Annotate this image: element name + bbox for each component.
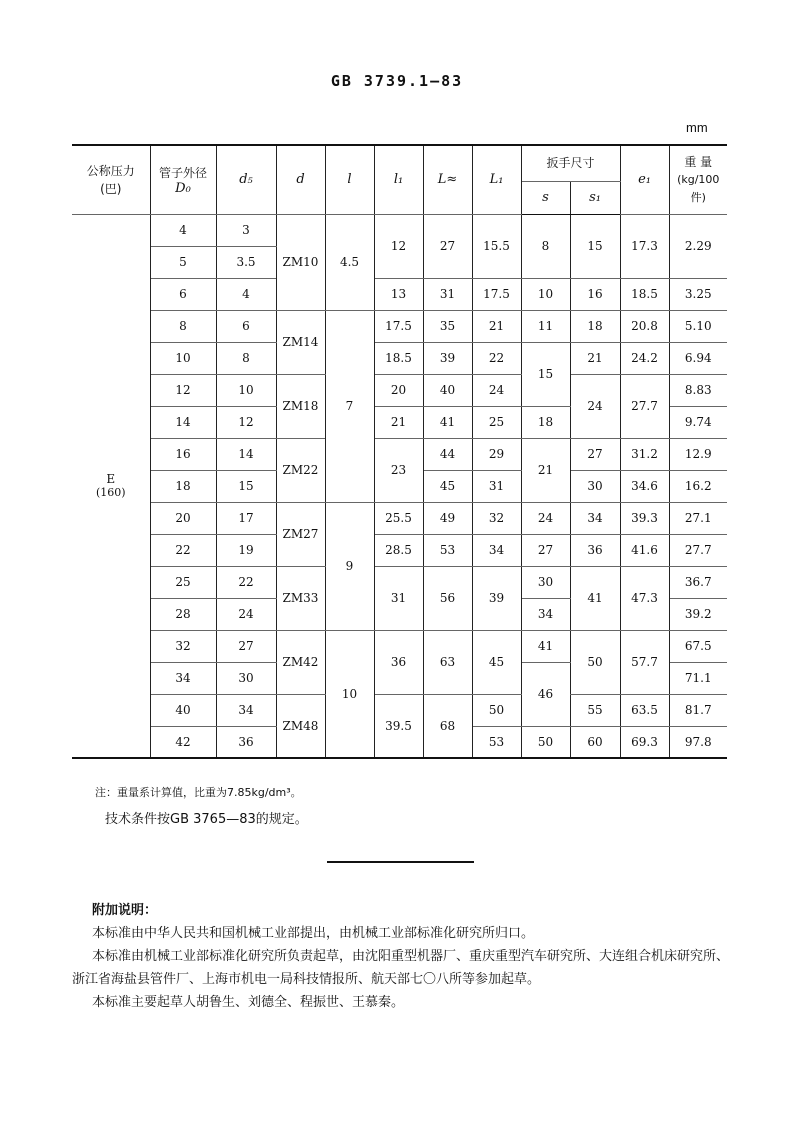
- cell-weight: 5.10: [669, 310, 727, 342]
- cell-L1: 25: [472, 406, 521, 438]
- cell-l1: 36: [374, 630, 423, 694]
- cell-l-approx: 39: [423, 342, 472, 374]
- cell-s: 50: [521, 726, 570, 758]
- cell-e1: 31.2: [620, 438, 669, 470]
- cell-d0: 32: [150, 630, 216, 662]
- cell-l1: 18.5: [374, 342, 423, 374]
- cell-L1: 32: [472, 502, 521, 534]
- cell-s1: 36: [570, 534, 620, 566]
- appendix-paragraph-1: 本标准由中华人民共和国机械工业部提出，由机械工业部标准化研究所归口。: [92, 926, 535, 941]
- cell-s: 24: [521, 502, 570, 534]
- cell-s: 8: [521, 214, 570, 278]
- cell-L1: 50: [472, 694, 521, 726]
- cell-d5: 12: [216, 406, 276, 438]
- cell-thread-d: ZM48: [276, 694, 325, 758]
- cell-weight: 27.1: [669, 502, 727, 534]
- cell-d5: 3: [216, 214, 276, 246]
- header-s1: s₁: [570, 181, 620, 214]
- cell-d5: 24: [216, 598, 276, 630]
- cell-l-approx: 53: [423, 534, 472, 566]
- cell-weight: 67.5: [669, 630, 727, 662]
- cell-s: 34: [521, 598, 570, 630]
- cell-l-approx: 31: [423, 278, 472, 310]
- cell-d5: 22: [216, 566, 276, 598]
- cell-d0: 42: [150, 726, 216, 758]
- cell-s: 21: [521, 438, 570, 502]
- cell-e1: 34.6: [620, 470, 669, 502]
- cell-d5: 10: [216, 374, 276, 406]
- header-pressure: 公称压力 (巴): [72, 145, 150, 214]
- cell-d0: 16: [150, 438, 216, 470]
- cell-l1: 28.5: [374, 534, 423, 566]
- cell-l: 7: [325, 310, 374, 502]
- cell-weight: 8.83: [669, 374, 727, 406]
- cell-l: 10: [325, 630, 374, 758]
- cell-weight: 39.2: [669, 598, 727, 630]
- cell-e1: 47.3: [620, 566, 669, 630]
- appendix-paragraph-2: 本标准由机械工业部标准化研究所负责起草，由沈阳重型机器厂、重庆重型汽车研究所、大连组合机床研究所、浙江省海盐县管件厂、上海市机电一局科技情报所、航天部七〇八所等参加起草。: [72, 949, 730, 987]
- cell-d0: 14: [150, 406, 216, 438]
- dimension-table: [72, 144, 727, 759]
- cell-s: 11: [521, 310, 570, 342]
- cell-l1: 23: [374, 438, 423, 502]
- cell-s1: 41: [570, 566, 620, 630]
- cell-weight: 97.8: [669, 726, 727, 758]
- cell-s1: 30: [570, 470, 620, 502]
- cell-d0: 22: [150, 534, 216, 566]
- cell-s1: 16: [570, 278, 620, 310]
- cell-thread-d: ZM14: [276, 310, 325, 374]
- cell-s: 15: [521, 342, 570, 406]
- appendix-title: 附加说明：: [92, 903, 158, 918]
- cell-L1: 45: [472, 630, 521, 694]
- cell-l1: 12: [374, 214, 423, 278]
- cell-e1: 20.8: [620, 310, 669, 342]
- cell-l1: 39.5: [374, 694, 423, 758]
- cell-l1: 25.5: [374, 502, 423, 534]
- cell-d5: 19: [216, 534, 276, 566]
- header-L1: L₁: [472, 145, 521, 214]
- cell-weight: 71.1: [669, 662, 727, 694]
- cell-d0: 20: [150, 502, 216, 534]
- header-d: d: [276, 145, 325, 214]
- cell-s1: 18: [570, 310, 620, 342]
- cell-d0: 6: [150, 278, 216, 310]
- cell-d0: 5: [150, 246, 216, 278]
- cell-d5: 14: [216, 438, 276, 470]
- cell-d5: 34: [216, 694, 276, 726]
- cell-d0: 25: [150, 566, 216, 598]
- cell-s1: 24: [570, 374, 620, 438]
- cell-e1: 63.5: [620, 694, 669, 726]
- cell-d5: 4: [216, 278, 276, 310]
- cell-l1: 13: [374, 278, 423, 310]
- cell-l-approx: 27: [423, 214, 472, 278]
- cell-s1: 34: [570, 502, 620, 534]
- header-l1: l₁: [374, 145, 423, 214]
- cell-L1: 53: [472, 726, 521, 758]
- cell-weight: 2.29: [669, 214, 727, 278]
- cell-d5: 17: [216, 502, 276, 534]
- cell-e1: 27.7: [620, 374, 669, 438]
- cell-d5: 8: [216, 342, 276, 374]
- cell-l1: 21: [374, 406, 423, 438]
- cell-s1: 50: [570, 630, 620, 694]
- cell-weight: 36.7: [669, 566, 727, 598]
- cell-l-approx: 41: [423, 406, 472, 438]
- cell-thread-d: ZM22: [276, 438, 325, 502]
- cell-s1: 15: [570, 214, 620, 278]
- cell-d5: 27: [216, 630, 276, 662]
- cell-d0: 28: [150, 598, 216, 630]
- cell-s1: 27: [570, 438, 620, 470]
- header-e1: e₁: [620, 145, 669, 214]
- cell-d5: 3.5: [216, 246, 276, 278]
- cell-l-approx: 35: [423, 310, 472, 342]
- cell-thread-d: ZM18: [276, 374, 325, 438]
- cell-s1: 55: [570, 694, 620, 726]
- cell-e1: 57.7: [620, 630, 669, 694]
- cell-e1: 18.5: [620, 278, 669, 310]
- cell-L1: 34: [472, 534, 521, 566]
- cell-d0: 40: [150, 694, 216, 726]
- cell-s: 46: [521, 662, 570, 726]
- cell-l-approx: 56: [423, 566, 472, 630]
- cell-l: 4.5: [325, 214, 374, 310]
- header-s: s: [521, 181, 570, 214]
- cell-L1: 39: [472, 566, 521, 630]
- cell-e1: 17.3: [620, 214, 669, 278]
- cell-l-approx: 45: [423, 470, 472, 502]
- cell-l-approx: 44: [423, 438, 472, 470]
- header-weight: 重 量 (kg/100件): [669, 145, 727, 214]
- cell-L1: 29: [472, 438, 521, 470]
- cell-l1: 31: [374, 566, 423, 630]
- cell-d5: 36: [216, 726, 276, 758]
- cell-l1: 20: [374, 374, 423, 406]
- cell-l-approx: 40: [423, 374, 472, 406]
- cell-s: 18: [521, 406, 570, 438]
- cell-L1: 31: [472, 470, 521, 502]
- cell-thread-d: ZM10: [276, 214, 325, 310]
- cell-L1: 22: [472, 342, 521, 374]
- cell-L1: 15.5: [472, 214, 521, 278]
- cell-L1: 17.5: [472, 278, 521, 310]
- cell-d0: 18: [150, 470, 216, 502]
- cell-e1: 41.6: [620, 534, 669, 566]
- cell-weight: 6.94: [669, 342, 727, 374]
- cell-weight: 27.7: [669, 534, 727, 566]
- header-l-approx: L≈: [423, 145, 472, 214]
- cell-d0: 4: [150, 214, 216, 246]
- cell-L1: 21: [472, 310, 521, 342]
- cell-d0: 34: [150, 662, 216, 694]
- cell-e1: 24.2: [620, 342, 669, 374]
- cell-thread-d: ZM27: [276, 502, 325, 566]
- cell-d5: 30: [216, 662, 276, 694]
- header-d0: 管子外径 D₀: [150, 145, 216, 214]
- cell-s: 30: [521, 566, 570, 598]
- cell-d0: 12: [150, 374, 216, 406]
- header-wrench-size: 扳手尺寸: [521, 145, 620, 181]
- cell-d5: 15: [216, 470, 276, 502]
- technical-conditions-note: 技术条件按GB 3765—83的规定。: [105, 812, 308, 827]
- cell-thread-d: ZM33: [276, 566, 325, 630]
- cell-l1: 17.5: [374, 310, 423, 342]
- cell-s: 41: [521, 630, 570, 662]
- cell-e1: 69.3: [620, 726, 669, 758]
- standard-code-header: GB 3739.1—83: [330, 72, 464, 90]
- cell-s1: 60: [570, 726, 620, 758]
- cell-s: 10: [521, 278, 570, 310]
- cell-L1: 24: [472, 374, 521, 406]
- unit-label: mm: [686, 120, 708, 135]
- header-d5: d₅: [216, 145, 276, 214]
- cell-d0: 10: [150, 342, 216, 374]
- cell-weight: 16.2: [669, 470, 727, 502]
- section-divider: [327, 861, 474, 863]
- weight-note: 注：重量系计算值，比重为7.85kg/dm³。: [95, 786, 302, 799]
- cell-weight: 12.9: [669, 438, 727, 470]
- header-l: l: [325, 145, 374, 214]
- cell-thread-d: ZM42: [276, 630, 325, 694]
- cell-l-approx: 63: [423, 630, 472, 694]
- cell-l-approx: 68: [423, 694, 472, 758]
- cell-d5: 6: [216, 310, 276, 342]
- cell-l-approx: 49: [423, 502, 472, 534]
- cell-l: 9: [325, 502, 374, 630]
- cell-weight: 3.25: [669, 278, 727, 310]
- cell-weight: 9.74: [669, 406, 727, 438]
- cell-s1: 21: [570, 342, 620, 374]
- cell-e1: 39.3: [620, 502, 669, 534]
- cell-weight: 81.7: [669, 694, 727, 726]
- pressure-class-cell: E (160): [72, 214, 150, 758]
- cell-d0: 8: [150, 310, 216, 342]
- appendix-paragraph-3: 本标准主要起草人胡鲁生、刘德全、程振世、王慕秦。: [92, 995, 405, 1010]
- cell-s: 27: [521, 534, 570, 566]
